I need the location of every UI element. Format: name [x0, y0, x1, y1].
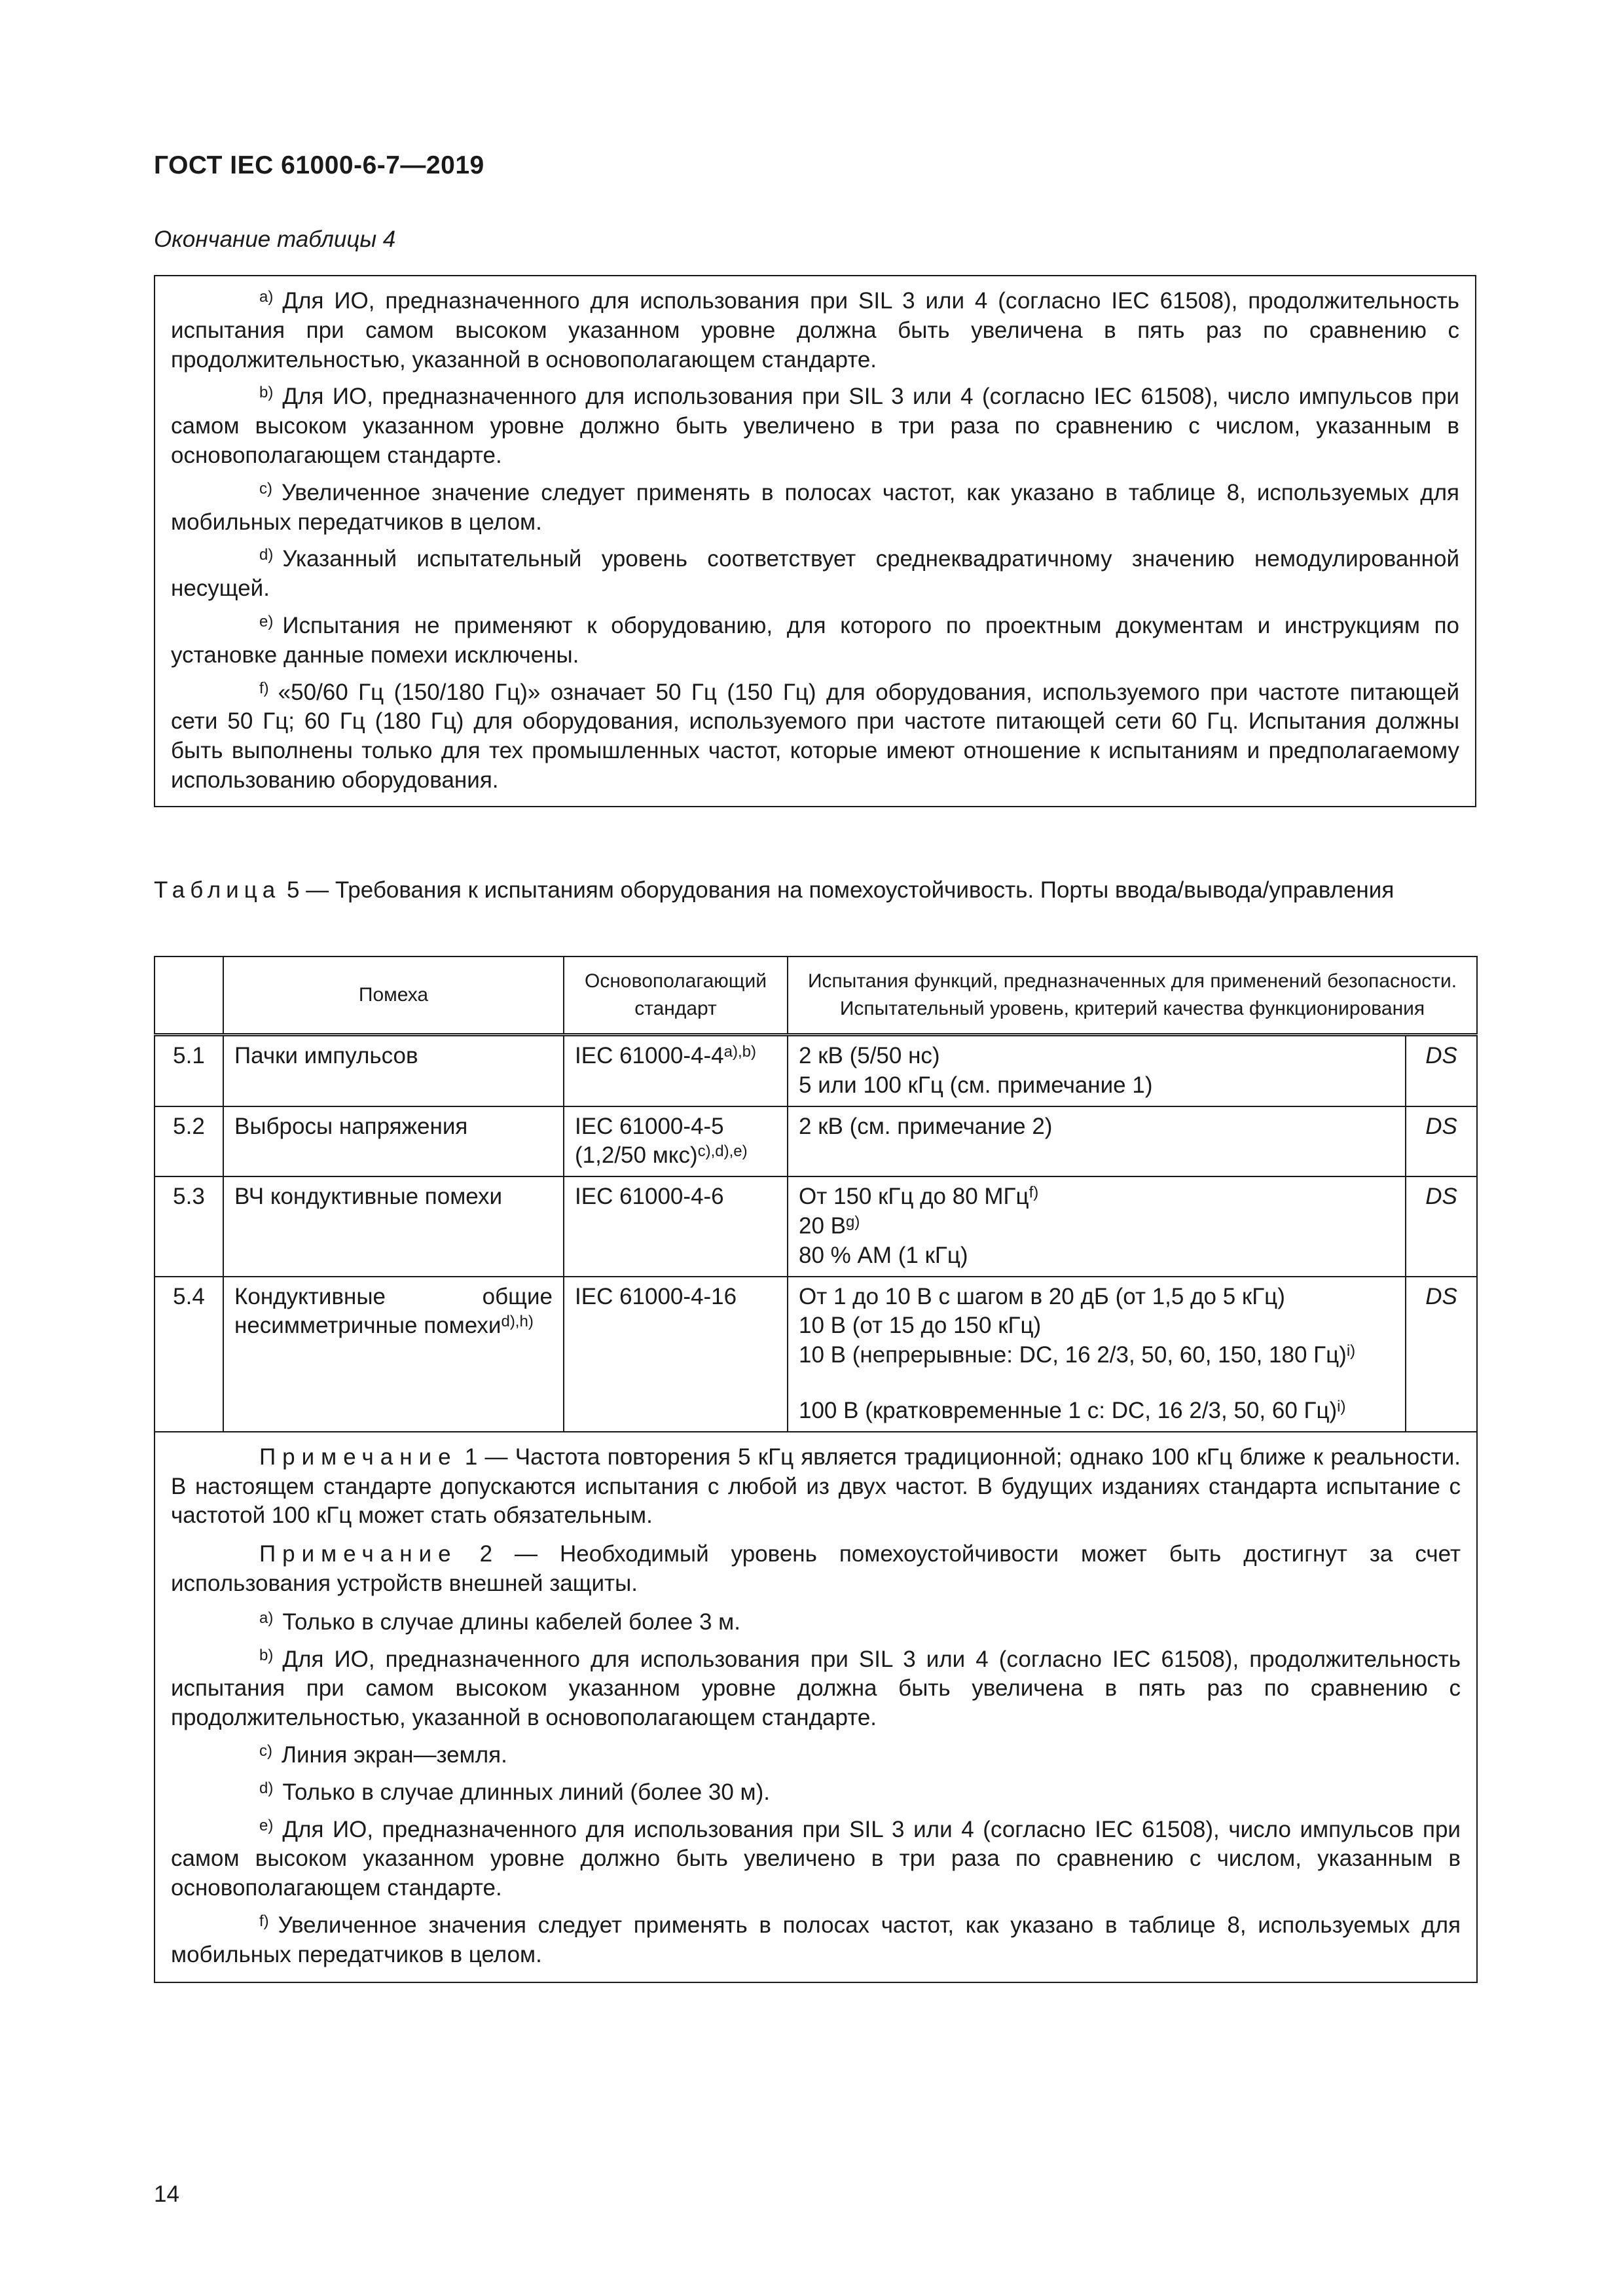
level-text: 20 В: [799, 1212, 846, 1239]
row-number: 5.3: [155, 1176, 223, 1276]
footnote: [171, 382, 1459, 470]
footnote: [171, 678, 1459, 795]
row-number: 5.4: [155, 1277, 223, 1432]
row-criterion: DS: [1406, 1277, 1477, 1432]
level-line: [799, 1311, 1395, 1341]
note-label: Примечание: [259, 1444, 458, 1470]
footnote-text: Указанный испытательный уровень соответствует среднеквадратичному значению немодулированной несущей.: [171, 546, 1459, 602]
footnote-mark: e): [259, 612, 274, 630]
row-phenomenon: [223, 1277, 564, 1432]
note-text: 1 — Частота повторения 5 кГц является традиционной; однако 100 кГц ближе к реальности. В настоящем стандарте допускаются испытания с любой из двух частот. В будущих изданиях стандарта испытание с частотой 100 кГц может стать обязательным.: [171, 1444, 1461, 1529]
footnote: [171, 545, 1459, 604]
level-text: 10 В (от 15 до 150 кГц): [799, 1313, 1042, 1339]
table5-caption-label: Таблица: [154, 877, 281, 903]
row-phenomenon: [223, 1106, 564, 1177]
row-number: 5.1: [155, 1035, 223, 1106]
table-row: [155, 1176, 1477, 1276]
level-line: [799, 1182, 1395, 1212]
header-tests-line2: Испытательный уровень, критерий качества функционирования: [839, 998, 1425, 1019]
level-text: От 150 кГц до 80 МГц: [799, 1184, 1029, 1210]
standard-line2: [575, 1141, 776, 1171]
footnote-mark: d): [259, 1779, 274, 1797]
footnote-mark: c): [259, 479, 272, 498]
row-levels: [788, 1176, 1406, 1276]
footnote-mark: a): [259, 288, 274, 306]
row-standard: [564, 1176, 788, 1276]
table-continuation-caption: Окончание таблицы 4: [154, 227, 396, 252]
footnote-mark: c): [259, 1741, 272, 1760]
level-text: 10 В (непрерывные: DC, 16 2/3, 50, 60, 150, 180 Гц): [799, 1342, 1347, 1368]
footnote-text: Увеличенное значение следует применять в полосах частот, как указано в таблице 8, используемых для мобильных передатчиков в целом.: [171, 479, 1459, 535]
level-line: [799, 1112, 1395, 1142]
row-standard: [564, 1277, 788, 1432]
table5-caption: [154, 876, 1476, 905]
table-row: [155, 1277, 1477, 1432]
row-levels: [788, 1035, 1406, 1106]
standard-footnote-ref: c),d),e): [697, 1142, 748, 1161]
footnote: [171, 1608, 1461, 1637]
footnote-text: Только в случае длины кабелей более 3 м.: [282, 1609, 740, 1635]
footnote: [171, 287, 1459, 374]
footnote-mark: f): [259, 679, 269, 697]
level-footnote-ref: i): [1346, 1342, 1356, 1360]
footnote: [171, 611, 1459, 670]
footnote: [171, 1778, 1461, 1808]
row-criterion: DS: [1406, 1176, 1477, 1276]
row-standard: [564, 1106, 788, 1177]
level-line: [799, 1071, 1395, 1101]
footnote-mark: f): [259, 1912, 269, 1930]
level-footnote-ref: g): [846, 1212, 860, 1231]
level-text: 2 кВ (5/50 нс): [799, 1043, 940, 1068]
row-standard: [564, 1035, 788, 1106]
phenomenon-text: Пачки импульсов: [234, 1043, 418, 1068]
footnote-text: Линия экран—земля.: [282, 1741, 507, 1768]
table-row: [155, 1106, 1477, 1177]
footnote-mark: e): [259, 1816, 274, 1834]
footnote-mark: d): [259, 546, 274, 564]
table5: [154, 956, 1478, 1983]
footnote-text: Только в случае длинных линий (более 30 м).: [282, 1779, 770, 1805]
level-text: 100 В (кратковременные 1 с: DC, 16 2/3, 50, 60 Гц): [799, 1397, 1338, 1423]
row-phenomenon: [223, 1176, 564, 1276]
header-phenomenon: Помеха: [223, 957, 564, 1035]
table-notes-row: [155, 1432, 1477, 1982]
row-criterion: DS: [1406, 1035, 1477, 1106]
footnote-text: Для ИО, предназначенного для использования при SIL 3 или 4 (согласно IEC 61508), число импульсов при самом высоком указанном уровне должно быть увеличено в три раза по сравнению с числом, указанным в основополагающем стандарте.: [171, 384, 1459, 468]
footnote-text: Для ИО, предназначенного для использования при SIL 3 или 4 (согласно IEC 61508), продолжительность испытания при самом высоком указанном уровне должна быть увеличена в пять раз по сравнению с продолжительностью, указанной в основополагающем стандарте.: [171, 1646, 1461, 1731]
level-line: [799, 1396, 1395, 1426]
table-note: [171, 1443, 1461, 1531]
phenomenon-text: Кондуктивные общие несимметричные помехи: [234, 1283, 553, 1339]
footnote: [171, 1645, 1461, 1733]
level-line: [799, 1341, 1395, 1370]
header-tests-line1: Испытания функций, предназначенных для применений безопасности.: [807, 970, 1457, 992]
footnote-mark: b): [259, 1646, 274, 1664]
header-standard: Основополагающий стандарт: [564, 957, 788, 1035]
footnote-mark: a): [259, 1609, 274, 1627]
level-spacer: [799, 1370, 1395, 1396]
header-tests: [788, 957, 1477, 1035]
standard-text-line2: (1,2/50 мкс): [575, 1142, 698, 1169]
level-line: [799, 1042, 1395, 1071]
level-text: 80 % АМ (1 кГц): [799, 1242, 968, 1268]
table5-caption-text: 5 — Требования к испытаниям оборудования на помехоустойчивость. Порты ввода/вывода/управления: [286, 877, 1395, 903]
phenomenon-text: Выбросы напряжения: [234, 1113, 468, 1139]
standard-text: IEC 61000-4-16: [575, 1283, 737, 1309]
row-levels: [788, 1106, 1406, 1177]
standard-text: IEC 61000-4-6: [575, 1184, 724, 1210]
level-text: От 1 до 10 В с шагом в 20 дБ (от 1,5 до 5 кГц): [799, 1283, 1285, 1309]
footnote-mark: b): [259, 384, 274, 402]
footnote-text: Для ИО, предназначенного для использования при SIL 3 или 4 (согласно IEC 61508), число импульсов при самом высоком указанном уровне должно быть увеличено в три раза по сравнению с числом, указанным в основополагающем стандарте.: [171, 1816, 1461, 1901]
page-number: 14: [154, 2181, 179, 2207]
footnote-text: Увеличенное значения следует применять в полосах частот, как указано в таблице 8, используемых для мобильных передатчиков в целом.: [171, 1912, 1461, 1967]
standard-text: IEC 61000-4-4: [575, 1043, 724, 1068]
note-text: 2 — Необходимый уровень помехоустойчивости может быть достигнут за счет использования устройств внешней защиты.: [171, 1541, 1461, 1596]
footnote: [171, 1911, 1461, 1970]
row-criterion: DS: [1406, 1106, 1477, 1177]
footnote: [171, 479, 1459, 538]
phenomenon-text: ВЧ кондуктивные помехи: [234, 1184, 503, 1210]
row-levels: [788, 1277, 1406, 1432]
table-header-row: [155, 957, 1477, 1035]
footnote: [171, 1815, 1461, 1903]
footnote-text: «50/60 Гц (150/180 Гц)» означает 50 Гц (150 Гц) для оборудования, используемого при частоте питающей сети 50 Гц; 60 Гц (180 Гц) для оборудования, используемого при частоте питающей сети 60 Гц. Испытания должны быть выполнены только для тех промышленных частот, которые имеют отношение к испытаниям и предполагаемому использованию оборудования.: [171, 679, 1459, 793]
row-number: 5.2: [155, 1106, 223, 1177]
standard-text: IEC 61000-4-5: [575, 1113, 724, 1139]
level-text: 5 или 100 кГц (см. примечание 1): [799, 1072, 1153, 1098]
note-label: Примечание: [259, 1541, 458, 1567]
document-title: ГОСТ IEC 61000-6-7—2019: [154, 151, 484, 179]
level-footnote-ref: i): [1337, 1397, 1346, 1415]
level-footnote-ref: f): [1029, 1184, 1039, 1202]
phenomenon-footnote-ref: d),h): [501, 1313, 534, 1331]
level-line: [799, 1283, 1395, 1312]
row-phenomenon: [223, 1035, 564, 1106]
level-line: [799, 1241, 1395, 1271]
header-empty-cell: [155, 957, 223, 1035]
level-text: 2 кВ (см. примечание 2): [799, 1113, 1053, 1139]
table-note: [171, 1540, 1461, 1599]
table4-footnotes-box: [154, 275, 1476, 807]
table-notes-cell: [155, 1432, 1477, 1982]
footnote-text: Для ИО, предназначенного для использования при SIL 3 или 4 (согласно IEC 61508), продолжительность испытания при самом высоком указанном уровне должна быть увеличена в пять раз по сравнению с продолжительностью, указанной в основополагающем стандарте.: [171, 288, 1459, 373]
level-line: [799, 1212, 1395, 1241]
table-row: [155, 1035, 1477, 1106]
standard-footnote-ref: a),b): [723, 1043, 756, 1061]
footnote: [171, 1741, 1461, 1770]
footnote-text: Испытания не применяют к оборудованию, для которого по проектным документам и инструкциям по установке данные помехи исключены.: [171, 612, 1459, 668]
